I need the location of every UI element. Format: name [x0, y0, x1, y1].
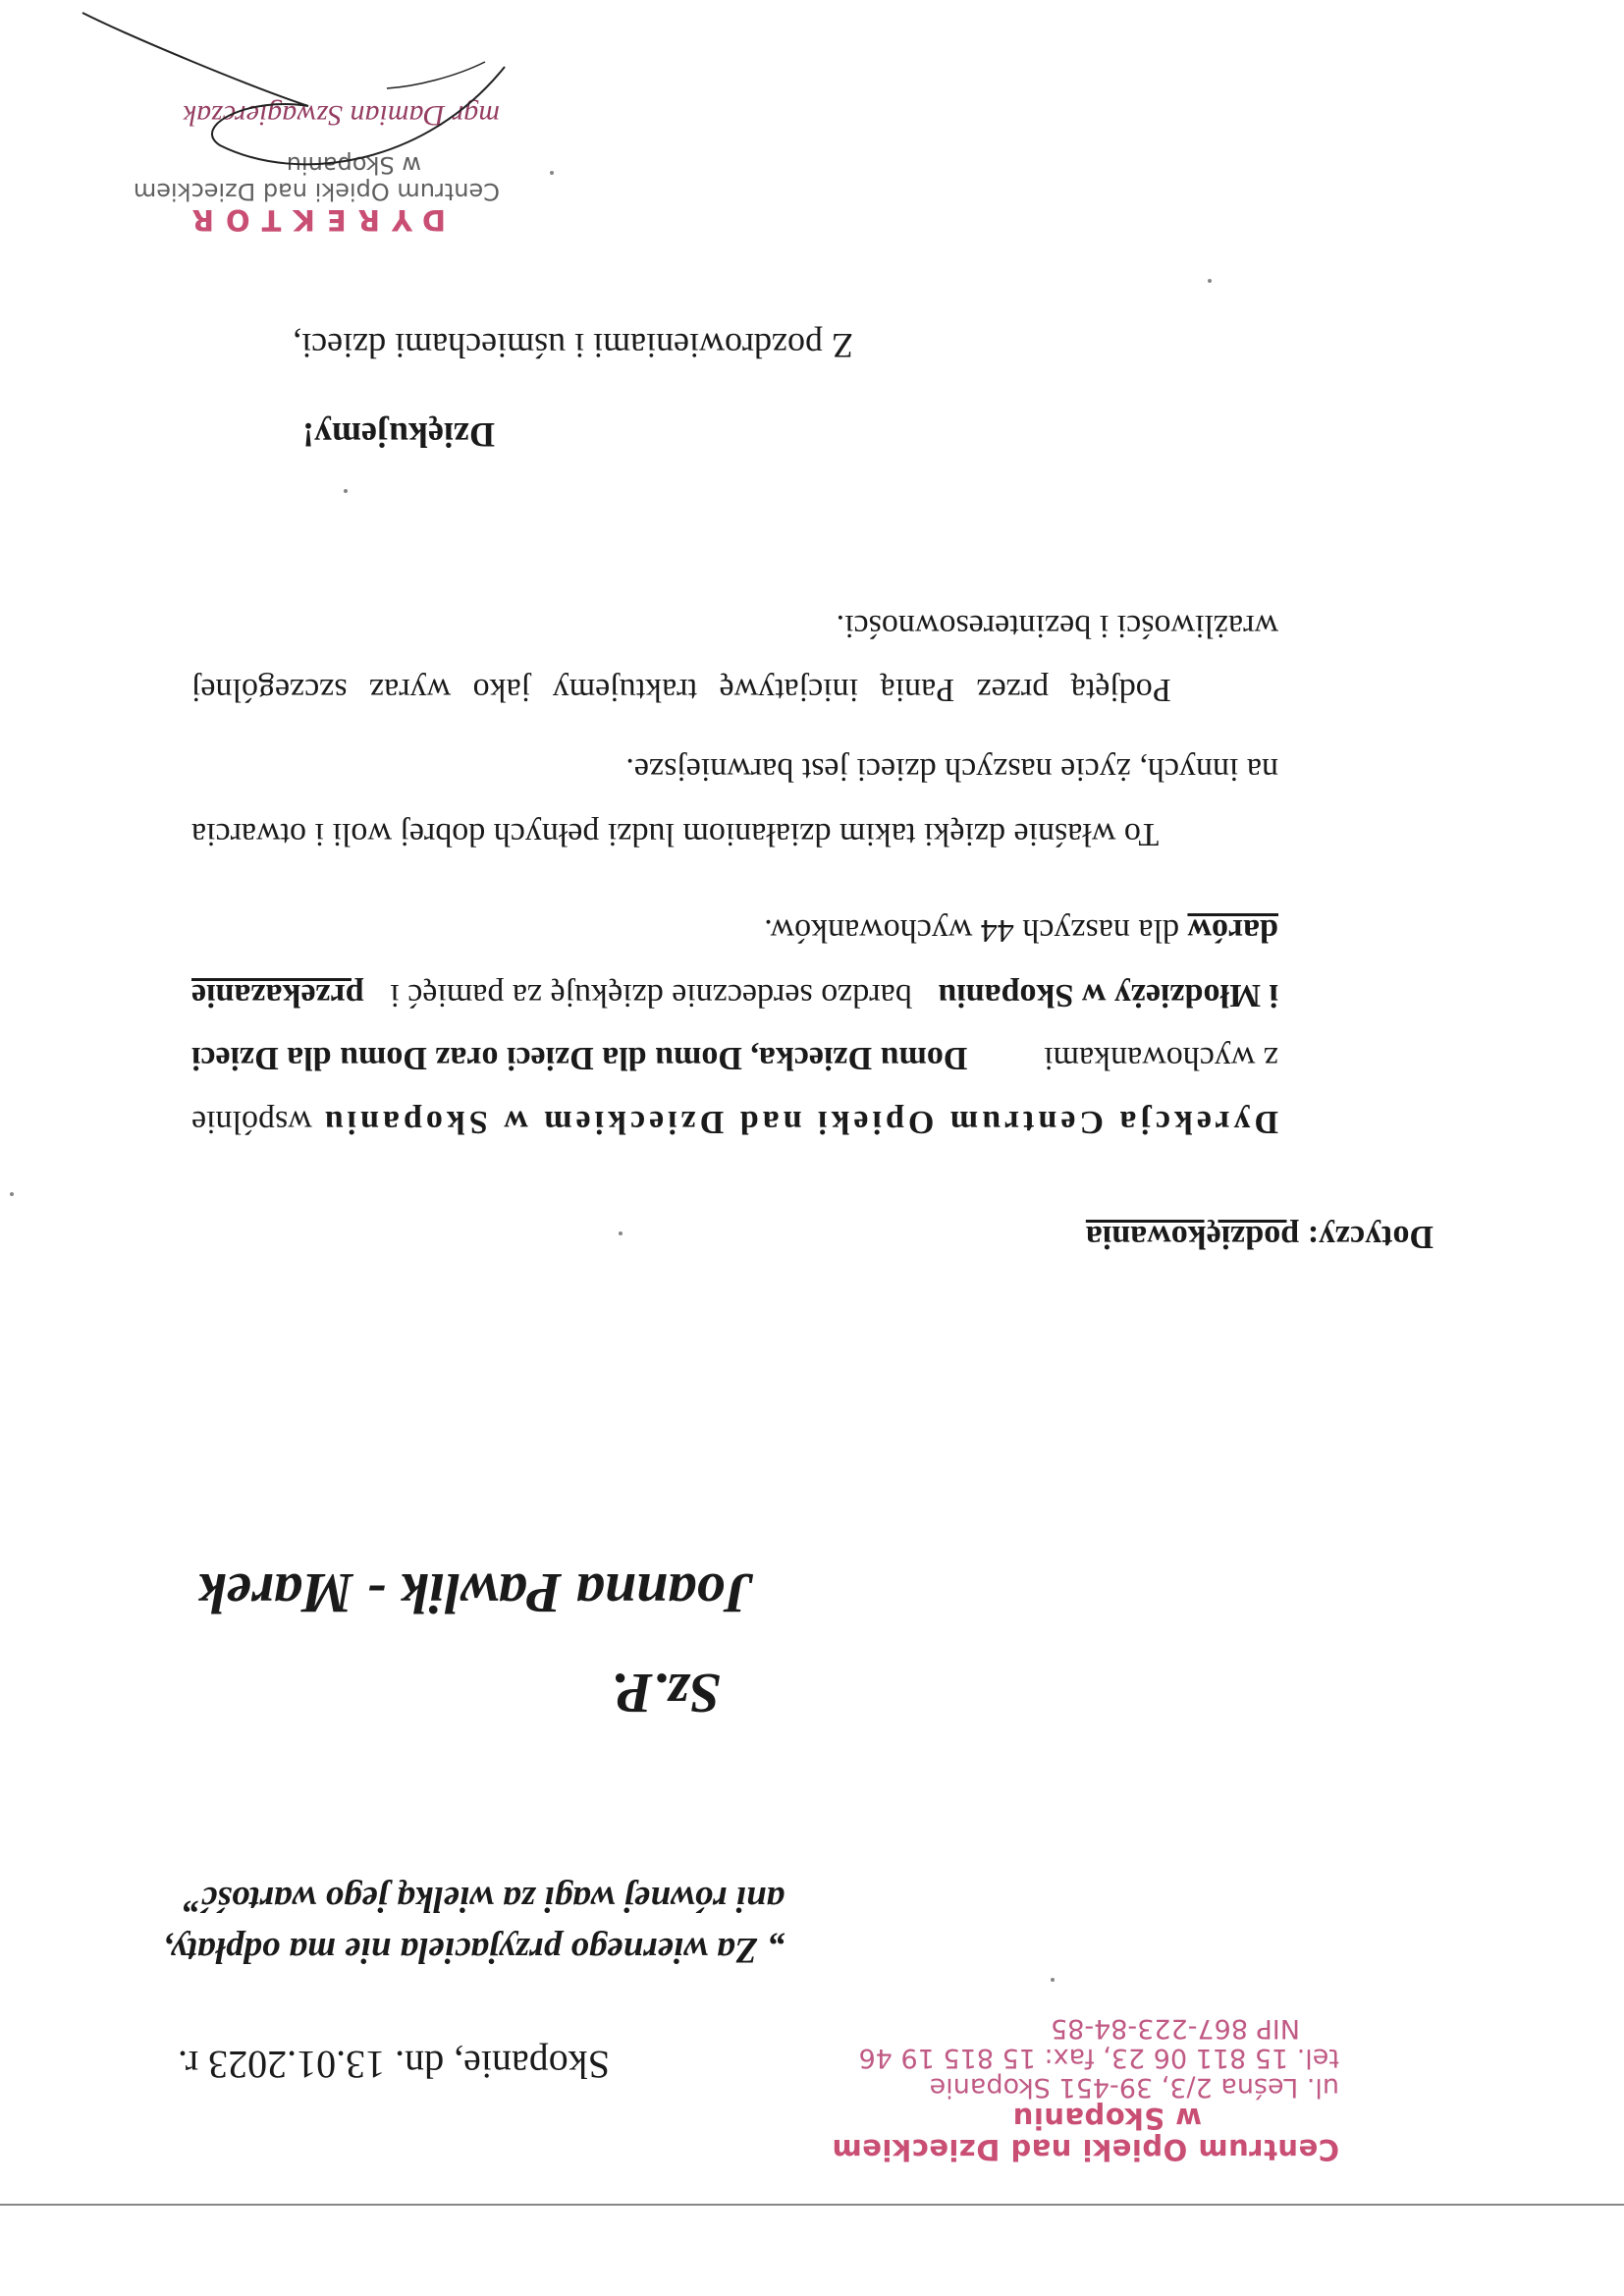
- body-line: To właśnie dzięki takim działaniom ludzi pełnych dobrej woli i otwarcia: [191, 816, 1160, 852]
- motto-line: „ Za wiernego przyjaciela nie ma odpłaty,: [163, 1930, 785, 1970]
- date-line: Skopanie, dn. 13.01.2023 r.: [178, 2043, 610, 2087]
- thanks-line: Dziękujemy!: [302, 415, 495, 455]
- bottom-divider-line: [0, 2204, 1624, 2206]
- body-text: i Młodzieży w Skopaniu: [938, 977, 1278, 1013]
- body-text: wspólnie: [191, 1104, 312, 1140]
- body-line: [191, 1039, 1278, 1076]
- director-name: mgr Damian Szwagierczak: [183, 99, 500, 132]
- stamp-line: ul. Leśna 2/3, 39-451 Skopanie: [929, 2072, 1339, 2104]
- speck: [1208, 279, 1212, 283]
- subject-line: [1086, 1218, 1434, 1255]
- stamp-line: w Skopaniu: [1012, 2101, 1202, 2135]
- addressee-name: Joanna Pawlik - Marek: [197, 1561, 753, 1625]
- stamp-line: tel. 15 811 06 23, fax: 15 815 19 46: [858, 2042, 1339, 2073]
- body-text: darów: [1187, 912, 1278, 949]
- speck: [344, 489, 348, 493]
- body-text: Dyrekcja Centrum Opieki nad Dzieckiem w Skopaniu: [320, 1104, 1278, 1140]
- speck: [550, 171, 554, 175]
- body-line: [191, 1103, 1278, 1140]
- body-line: wrażliwości i bezinteresowności.: [836, 608, 1278, 644]
- body-line: [764, 911, 1278, 949]
- body-line: na innych, życie naszych dzieci jest barwniejsze.: [625, 751, 1278, 788]
- regards-line: Z pozdrowieniami i uśmiechami dzieci,: [293, 326, 853, 365]
- speck: [1051, 1978, 1055, 1982]
- body-text: przekazanie: [191, 977, 364, 1013]
- institution-stamp: [832, 2012, 1339, 2165]
- stamp-title: DYREKTOR: [180, 203, 446, 237]
- subject-value: podziękowania: [1085, 1219, 1300, 1255]
- body-line: [191, 976, 1278, 1013]
- subject-label: Dotyczy:: [1307, 1219, 1434, 1255]
- body-line: Podjętą przez Panią inicjatywę traktujemy jako wyraz szczególnej: [191, 672, 1171, 708]
- body-text: bardzo serdecznie dziękuję za pamięć i: [390, 977, 912, 1013]
- speck: [10, 1192, 14, 1196]
- handwritten-signature: [53, 8, 544, 185]
- body-text: dla naszych 44 wychowanków.: [764, 912, 1179, 949]
- stamp-line: NIP 867-223-84-85: [1050, 2012, 1300, 2044]
- salutation: Sz.P.: [611, 1662, 721, 1725]
- body-text: Domu Dziecka, Domu dla Dzieci oraz Domu dla Dzieci: [191, 1040, 968, 1076]
- motto-line: ani równej wagi za wielką jego wartość”: [183, 1879, 785, 1919]
- stamp-line: Centrum Opieki nad Dzieckiem: [133, 177, 500, 205]
- stamp-line: Centrum Opieki nad Dzieckiem: [832, 2133, 1339, 2166]
- speck: [619, 1231, 623, 1235]
- body-text: z wychowankami: [1044, 1040, 1278, 1076]
- stamp-line: w Skopaniu: [286, 150, 421, 179]
